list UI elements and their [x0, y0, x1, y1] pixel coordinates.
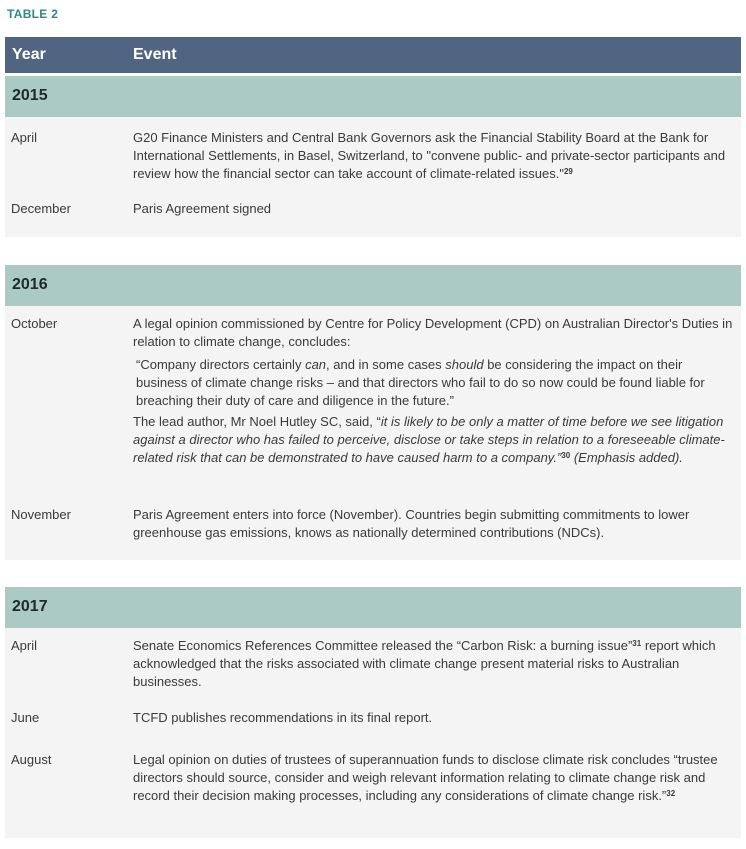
row-event: Legal opinion on duties of trustees of superannuation funds to disclose climate risk concludes “trustee directors should source, consider and weigh relevant information relating to climate change risk and record their decision making processes, including any considerations of climate change risk.”$^{32}$ [133, 752, 718, 803]
column-header-year: Year [12, 46, 46, 63]
row-month: December [11, 201, 71, 216]
year-heading-2017: 2017 [5, 587, 741, 628]
row-event: Senate Economics References Committee released the “Carbon Risk: a burning issue”$^{31}$ report which acknowledged that the risks associated with climate change present material risks to Australian businesses. [133, 638, 716, 689]
row-month: August [11, 752, 52, 767]
table-header [5, 37, 741, 73]
year-section-2015 [5, 117, 741, 237]
row-event: TCFD publishes recommendations in its final report. [133, 710, 433, 725]
year-heading-2015: 2015 [5, 76, 741, 117]
row-month: November [11, 507, 71, 522]
year-section-2017 [5, 628, 741, 838]
row-month: April [11, 130, 38, 145]
row-event: A legal opinion commissioned by Centre for Policy Development (CPD) on Australian Director's Duties in relation to climate change, concludes: “Company directors certainly can, and in some cases should be considering the impact on their business of climate change risks – and that directors who fail to do so now could be found liable for breaching their duty of care and diligence in the future.” The lead author, Mr Noel Hutley SC, said, “it is likely to be only a matter of time before we see litigation against a director who has failed to perceive, disclose or take steps in relation to a foreseeable climate-related risk that can be demonstrated to have caused harm to a company.”$^{30}$ (Emphasis added). [133, 316, 733, 465]
row-event: Paris Agreement enters into force (November). Countries begin submitting commitments to lower greenhouse gas emissions, knows as nationally determined contributions (NDCs). [133, 507, 690, 540]
row-month: October [11, 316, 58, 331]
row-month: April [11, 638, 38, 653]
table-label: TABLE 2 [7, 7, 59, 21]
column-header-event: Event [133, 46, 177, 63]
row-month: June [11, 710, 40, 725]
quote: “Company directors certainly can, and in some cases should be considering the impact on their business of climate change risks – and that directors who fail to do so now could be found liable for breaching their duty of care and diligence in the future.” [136, 357, 705, 408]
year-heading-2016: 2016 [5, 265, 741, 306]
year-section-2016 [5, 306, 741, 560]
row-event: Paris Agreement signed [133, 201, 272, 216]
row-event: G20 Finance Ministers and Central Bank Governors ask the Financial Stability Board at the Bank for International Settlements, in Basel, Switzerland, to "convene public- and private-sector participants and review how the financial sector can take account of climate-related issues."$^{29}$ [133, 130, 726, 181]
